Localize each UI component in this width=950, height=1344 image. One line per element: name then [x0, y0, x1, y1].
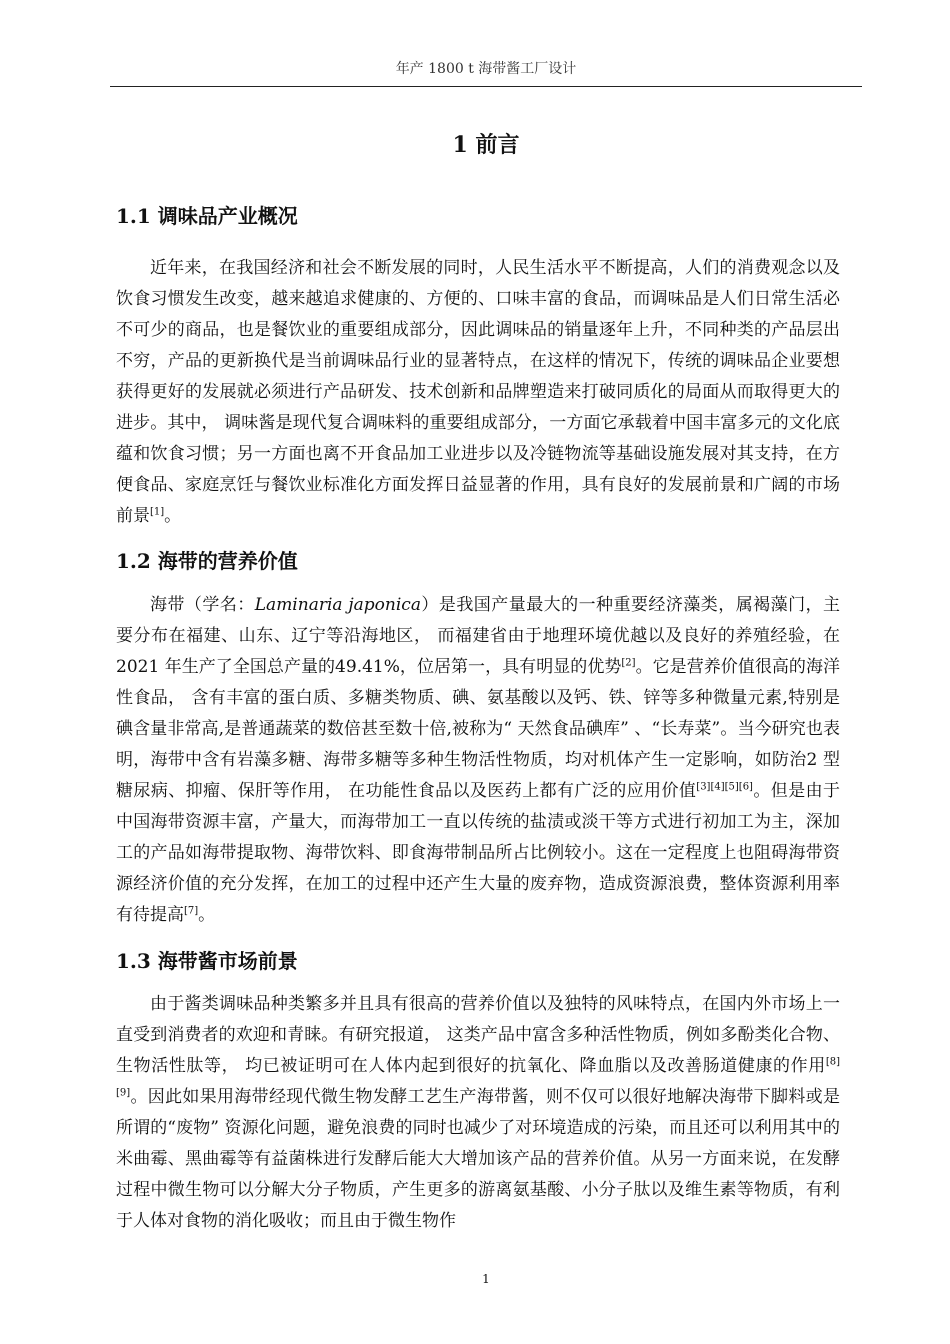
citation-ref: [3][4][5][6] [696, 781, 753, 793]
chapter-title: 1 前言 [452, 132, 520, 158]
section-1-3-paragraph [116, 989, 840, 1237]
paragraph-text: 由于酱类调味品种类繁多并且具有很高的营养价值以及独特的风味特点，在国内外市场上一直受到消费者的欢迎和青睐。有研究报道， 这类产品中富含多种活性物质，例如多酚类化合物、生物活性肽等， 均已被证明可在人体内起到很好的抗氧化、降血脂以及改善肠道健康的作用 [116, 994, 840, 1076]
latin-name: Laminaria japonica [254, 595, 421, 615]
paragraph-text: 。它是营养价值很高的海洋性食品， 含有丰富的蛋白质、多糖类物质、碘、氨基酸以及钙、铁、锌等多种微量元素,特别是碘含量非常高,是普通蔬菜的数倍甚至数十倍,被称为“ 天然食品碘库” 、“长寿菜”。当今研究也表明，海带中含有岩藻多糖、海带多糖等多种生物活性物质，均对机体产生一定影响，如防治2 型糖尿病、抑瘤、保肝等作用， 在功能性食品以及医药上都有广泛的应用价值 [116, 657, 840, 801]
section-1-1-paragraph [116, 253, 840, 532]
paragraph-text: 。 [164, 506, 182, 526]
paragraph-text: 。 [198, 905, 216, 925]
section-heading-1-1: 1.1 调味品产业概况 [116, 204, 298, 228]
page-number: 1 [482, 1272, 490, 1286]
section-1-2-paragraph [116, 590, 840, 931]
header-divider [110, 86, 862, 87]
citation-ref: [2] [621, 657, 636, 669]
paragraph-text: ）是我国产量最大的一种重要经济藻类，属褐藻门，主要分布在福建、山东、辽宁等沿海地区， 而福建省由于地理环境优越以及良好的养殖经验，在2021 年生产了全国总产量的49.41%，位居第一，具有明显的优势 [116, 595, 841, 677]
section-heading-1-2: 1.2 海带的营养价值 [116, 549, 298, 573]
citation-ref: [1] [150, 506, 165, 518]
running-header: 年产 1800 t 海带酱工厂设计 [395, 61, 577, 77]
section-heading-1-3: 1.3 海带酱市场前景 [116, 949, 298, 973]
paragraph-text: 近年来，在我国经济和社会不断发展的同时，人民生活水平不断提高，人们的消费观念以及饮食习惯发生改变，越来越追求健康的、方便的、口味丰富的食品，而调味品是人们日常生活必不可少的商品，也是餐饮业的重要组成部分，因此调味品的销量逐年上升，不同种类的产品层出不穷，产品的更新换代是当前调味品行业的显著特点，在这样的情况下，传统的调味品企业要想获得更好的发展就必须进行产品研发、技术创新和品牌塑造来打破同质化的局面从而取得更大的进步。其中， 调味酱是现代复合调味料的重要组成部分，一方面它承载着中国丰富多元的文化底蕴和饮食习惯；另一方面也离不开食品加工业进步以及冷链物流等基础设施发展对其支持，在方便食品、家庭烹饪与餐饮业标准化方面发挥日益显著的作用，具有良好的发展前景和广阔的市场前景 [116, 258, 840, 526]
paragraph-text: 海带（学名： [150, 595, 255, 615]
paragraph-text: 。但是由于中国海带资源丰富，产量大，而海带加工一直以传统的盐渍或淡干等方式进行初加工为主，深加工的产品如海带提取物、海带饮料、即食海带制品所占比例较小。这在一定程度上也阻碍海带资源经济价值的充分发挥，在加工的过程中还产生大量的废弃物，造成资源浪费，整体资源利用率有待提高 [116, 781, 841, 925]
paragraph-text: 。因此如果用海带经现代微生物发酵工艺生产海带酱，则不仅可以很好地解决海带下脚料或是所谓的“废物” 资源化问题，避免浪费的同时也减少了对环境造成的污染，而且还可以利用其中的米曲霉、黑曲霉等有益菌株进行发酵后能大大增加该产品的营养价值。从另一方面来说，在发酵过程中微生物可以分解大分子物质，产生更多的游离氨基酸、小分子肽以及维生素等物质，有利于人体对食物的消化吸收；而且由于微生物作 [116, 1087, 840, 1231]
citation-ref: [8][9] [116, 1056, 840, 1099]
citation-ref: [7] [184, 905, 199, 917]
